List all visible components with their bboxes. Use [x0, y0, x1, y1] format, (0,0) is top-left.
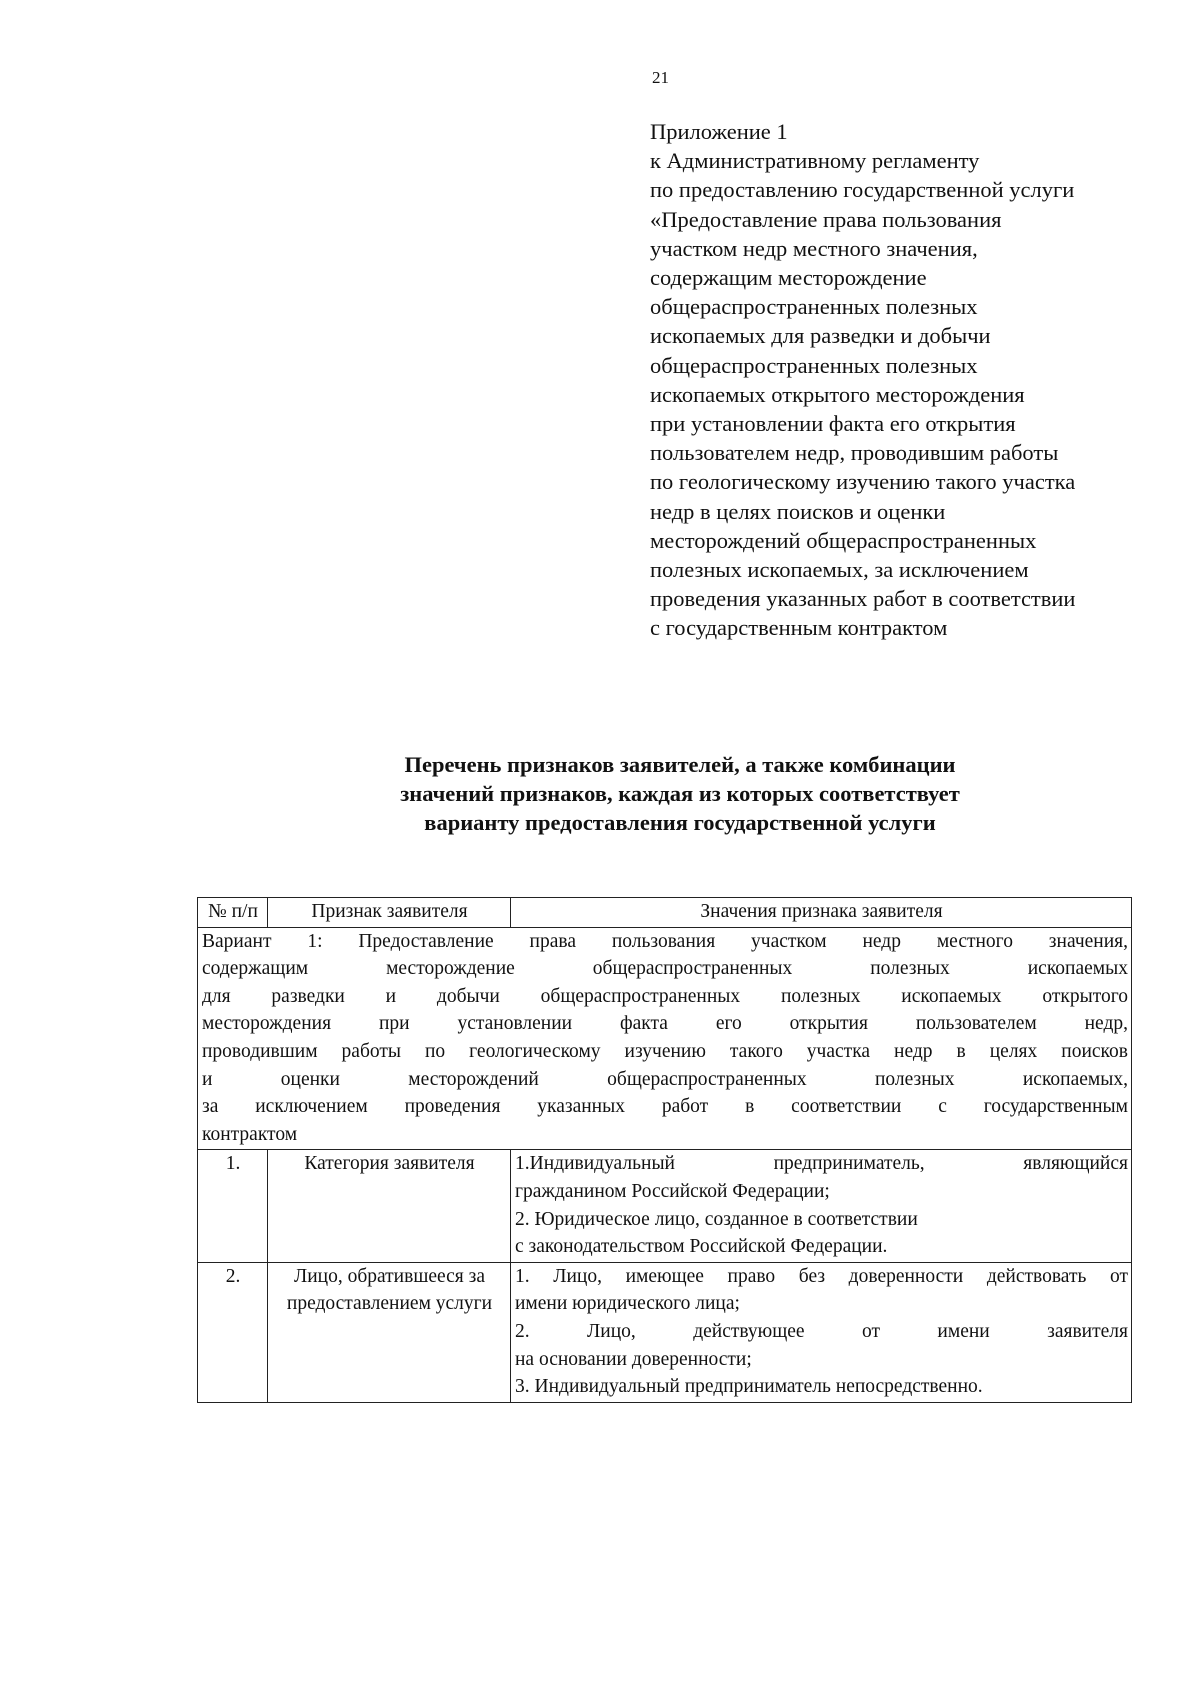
applicant-features-table — [197, 897, 1132, 1403]
variant-cell — [198, 927, 1132, 1150]
annex-line: с государственным контрактом — [650, 615, 948, 641]
value-line: на основании доверенности; — [515, 1348, 752, 1370]
header-feature: Признак заявителя — [268, 898, 511, 928]
header-num: № п/п — [198, 898, 268, 928]
row-values — [511, 1150, 1132, 1262]
variant-line: проводившим работы по геологическому изучению такого участка недр в целях поисков — [202, 1040, 1128, 1062]
page-number: 21 — [652, 68, 669, 87]
annex-heading — [650, 117, 1190, 643]
variant-line: контрактом — [202, 1123, 298, 1145]
annex-line: участком недр местного значения, — [650, 235, 978, 261]
value-line: 3. Индивидуальный предприниматель непосредственно. — [515, 1376, 983, 1398]
title-line: значений признаков, каждая из которых соответствует — [400, 781, 960, 806]
row-num: 1. — [198, 1150, 268, 1262]
variant-line: и оценки месторождений общераспространенных полезных ископаемых, — [202, 1068, 1128, 1090]
annex-line: при установлении факта его открытия — [650, 411, 1016, 437]
row-feature: Лицо, обратившееся за предоставлением услуги — [268, 1262, 511, 1402]
variant-line: за исключением проведения указанных работ в соответствии с государственным — [202, 1096, 1128, 1118]
annex-line: общераспространенных полезных — [650, 352, 978, 378]
document-title — [180, 750, 1180, 837]
annex-line: общераспространенных полезных — [650, 294, 978, 320]
row-feature: Категория заявителя — [268, 1150, 511, 1262]
table-header-row — [198, 898, 1132, 928]
annex-line: проведения указанных работ в соответствии — [650, 586, 1076, 612]
table-row — [198, 1150, 1132, 1262]
variant-line: содержащим месторождение общераспространенных полезных ископаемых — [202, 958, 1128, 980]
annex-line: по геологическому изучению такого участка — [650, 469, 1076, 495]
annex-line: полезных ископаемых, за исключением — [650, 557, 1029, 583]
title-line: Перечень признаков заявителей, а также комбинации — [404, 752, 956, 777]
row-values — [511, 1262, 1132, 1402]
value-line: гражданином Российской Федерации; — [515, 1180, 830, 1202]
annex-line: по предоставлению государственной услуги — [650, 177, 1075, 203]
annex-line: недр в целях поисков и оценки — [650, 498, 946, 524]
annex-line: к Административному регламенту — [650, 148, 980, 174]
variant-line: Вариант 1: Предоставление права пользования участком недр местного значения, — [202, 930, 1128, 952]
value-line: имени юридического лица; — [515, 1293, 740, 1315]
value-line: 1. Лицо, имеющее право без доверенности действовать от — [515, 1265, 1128, 1287]
annex-line: ископаемых открытого месторождения — [650, 381, 1025, 407]
value-line: 1.Индивидуальный предприниматель, являющийся — [515, 1153, 1128, 1175]
value-line: с законодательством Российской Федерации. — [515, 1236, 888, 1258]
variant-row — [198, 927, 1132, 1150]
variant-line: для разведки и добычи общераспространенных полезных ископаемых открытого — [202, 985, 1128, 1007]
annex-line: пользователем недр, проводившим работы — [650, 440, 1059, 466]
annex-line: «Предоставление права пользования — [650, 206, 1002, 232]
variant-line: месторождения при установлении факта его открытия пользователем недр, — [202, 1013, 1128, 1035]
value-line: 2. Лицо, действующее от имени заявителя — [515, 1320, 1128, 1342]
annex-line: месторождений общераспространенных — [650, 527, 1037, 553]
annex-line: содержащим месторождение — [650, 265, 927, 291]
row-num: 2. — [198, 1262, 268, 1402]
annex-line: Приложение 1 — [650, 119, 788, 144]
annex-line: ископаемых для разведки и добычи — [650, 323, 991, 349]
title-line: варианту предоставления государственной услуги — [424, 810, 936, 835]
value-line: 2. Юридическое лицо, созданное в соответствии — [515, 1208, 918, 1230]
header-values: Значения признака заявителя — [511, 898, 1132, 928]
table-row — [198, 1262, 1132, 1402]
